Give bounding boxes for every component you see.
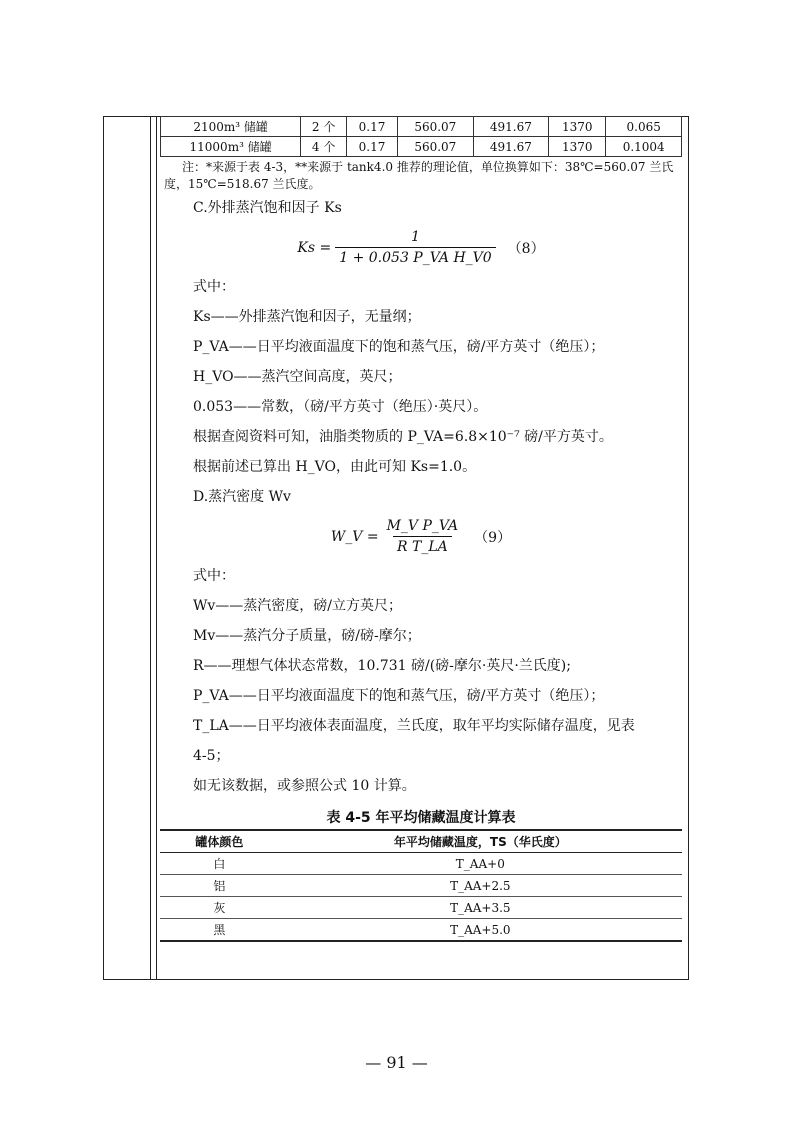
formula-numerator: M_V P_VA xyxy=(386,518,459,534)
table-cell: 491.67 xyxy=(473,117,549,137)
definition-line: 0.053——常数，（磅/平方英寸（绝压）·英尺）。 xyxy=(193,399,488,415)
table-cell: 1370 xyxy=(549,137,606,157)
table-cell: T_AA+0 xyxy=(279,853,682,875)
table-note: 注：*来源于表 4-3，**来源于 tank4.0 推荐的理论值，单位换算如下：38℃=560.07 兰氏度，15℃=518.67 兰氏度。 xyxy=(164,160,674,191)
definition-line: H_VO——蒸汽空间高度，英尺； xyxy=(193,369,402,385)
equation-number: （9） xyxy=(474,529,512,546)
definition-line: Ks——外排蒸汽饱和因子，无量纲； xyxy=(193,309,421,325)
table-cell: 2 个 xyxy=(301,117,347,137)
definition-line: 根据前述已算出 H_VO，由此可知 Ks=1.0。 xyxy=(193,459,477,475)
table-cell: 白 xyxy=(160,853,279,875)
definition-line: P_VA——日平均液面温度下的饱和蒸气压，磅/平方英寸（绝压）； xyxy=(193,339,605,355)
definition-line: 如无该数据，或参照公式 10 计算。 xyxy=(193,778,416,794)
definition-line: T_LA——日平均液体表面温度，兰氏度，取年平均实际储存温度，见表 xyxy=(193,718,635,734)
equation-number: （8） xyxy=(507,240,545,257)
formula-lhs: Ks = xyxy=(297,239,332,256)
formula-fraction xyxy=(383,518,463,555)
table-row xyxy=(160,875,682,897)
table-row xyxy=(160,853,682,875)
table-cell: T_AA+5.0 xyxy=(279,919,682,942)
table-cell: 1370 xyxy=(549,117,606,137)
column-header: 罐体颜色 xyxy=(160,830,279,853)
table-cell: 11000m³ 储罐 xyxy=(161,137,301,157)
table-cell: 0.17 xyxy=(347,137,398,157)
table-title: 表 4-5 年平均储藏温度计算表 xyxy=(326,810,516,826)
table-cell: 4 个 xyxy=(301,137,347,157)
tank-table xyxy=(160,116,682,157)
formula-numerator: 1 xyxy=(410,229,420,245)
table-row xyxy=(160,919,682,942)
definition-line: 根据查阅资料可知，油脂类物质的 P_VA=6.8×10⁻⁷ 磅/平方英寸。 xyxy=(193,429,613,445)
table-cell: 560.07 xyxy=(398,137,474,157)
table-cell: 铝 xyxy=(160,875,279,897)
table-row xyxy=(161,117,682,137)
table-cell: 灰 xyxy=(160,897,279,919)
formula-denominator: 1 + 0.053 P_VA H_V0 xyxy=(335,247,495,266)
where-label: 式中： xyxy=(193,568,235,584)
definition-line: R——理想气体状态常数，10.731 磅/(磅-摩尔·英尺·兰氏度); xyxy=(193,658,571,674)
formula-lhs: W_V = xyxy=(330,528,379,545)
definition-line: P_VA——日平均液面温度下的饱和蒸气压，磅/平方英寸（绝压）； xyxy=(193,688,605,704)
table-row xyxy=(160,897,682,919)
table-cell: 0.1004 xyxy=(606,137,682,157)
page-number: — 91 — xyxy=(365,1053,428,1072)
table-cell: T_AA+3.5 xyxy=(279,897,682,919)
table-cell: T_AA+2.5 xyxy=(279,875,682,897)
formula-fraction xyxy=(335,229,495,266)
main-content xyxy=(160,116,682,942)
definition-line: Wv——蒸汽密度，磅/立方英尺； xyxy=(193,598,403,614)
frame-divider xyxy=(150,116,151,980)
table-cell: 黑 xyxy=(160,919,279,942)
storage-temp-table xyxy=(160,829,682,942)
table-cell: 2100m³ 储罐 xyxy=(161,117,301,137)
column-header: 年平均储藏温度，TS（华氏度） xyxy=(279,830,682,853)
where-label: 式中： xyxy=(193,279,235,295)
formula-8 xyxy=(160,229,682,266)
formula-denominator: R T_LA xyxy=(393,536,452,555)
table-cell: 0.17 xyxy=(347,117,398,137)
section-d-heading: D.蒸汽密度 Wv xyxy=(193,489,291,505)
table-cell: 0.065 xyxy=(606,117,682,137)
section-c-heading: C.外排蒸汽饱和因子 Ks xyxy=(193,200,342,216)
table-cell: 491.67 xyxy=(473,137,549,157)
definition-line: 4-5； xyxy=(193,748,230,764)
table-cell: 560.07 xyxy=(398,117,474,137)
formula-9 xyxy=(160,518,682,555)
table-row xyxy=(161,137,682,157)
definition-line: Mv——蒸汽分子质量，磅/磅-摩尔； xyxy=(193,628,421,644)
frame-divider-inner xyxy=(156,116,157,980)
